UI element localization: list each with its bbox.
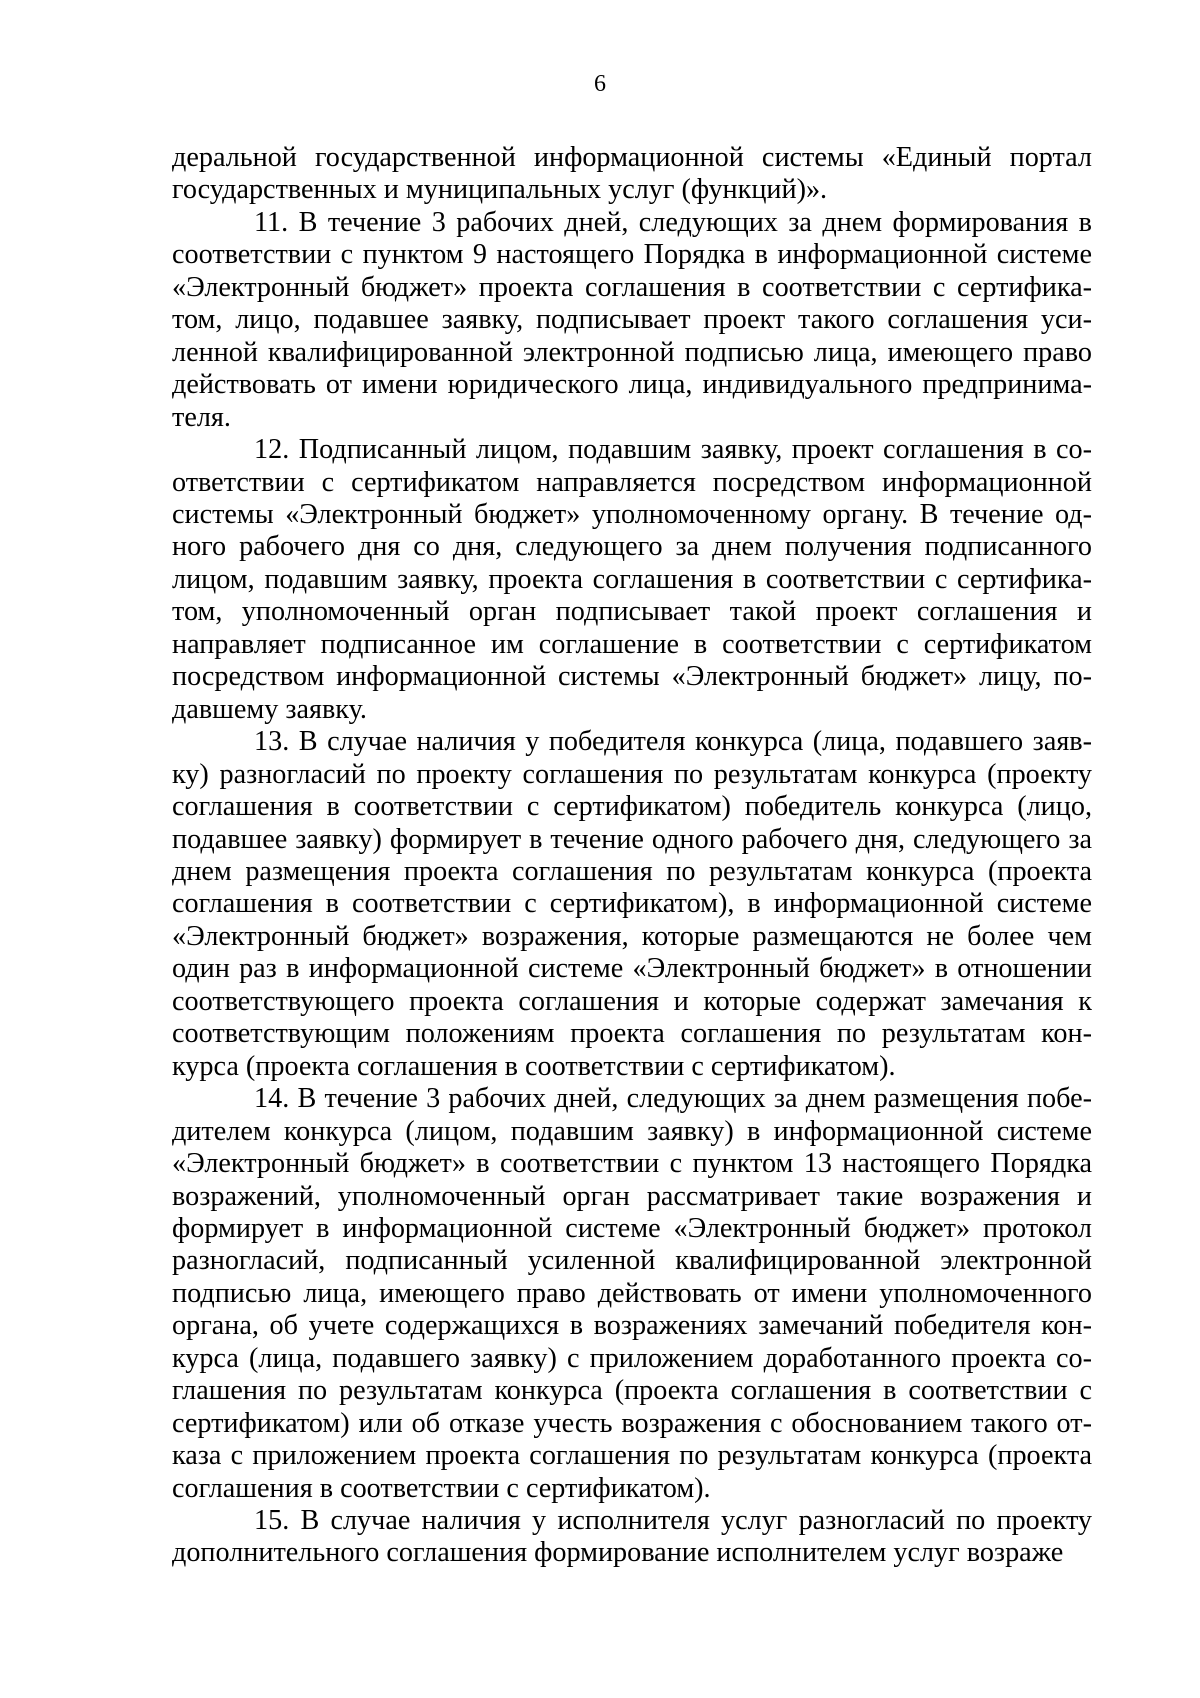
paragraph-15: 15. В случае наличия у исполнителя услуг разногласий по проекту дополнительного соглашения формирование исполнителем услуг возраже — [172, 1505, 1092, 1569]
page-number: 6 — [594, 71, 606, 97]
paragraph-13: 13. В случае наличия у победителя конкурса (лица, подавшего заявку) разногласий по проекту соглашения по результатам конкурса (проекту соглашения в соответствии с сертификатом) победитель конкурса (лицо, подавшее заявку) формирует в течение одного рабочего дня, следующего за днем размещения проекта соглашения по результатам конкурса (проекта соглашения в соответствии с сертификатом), в информационной системе «Электронный бюджет» возражения, которые размещаются не более чем один раз в информационной системе «Электронный бюджет» в отношении соответствующего проекта соглашения и которые содержат замечания к соответствующим положениям проекта соглашения по результатам конкурса (проекта соглашения в соответствии с сертификатом). — [172, 726, 1092, 1082]
paragraph-14: 14. В течение 3 рабочих дней, следующих за днем размещения победителем конкурса (лицом, подавшим заявку) в информационной системе «Электронный бюджет» в соответствии с пунктом 13 настоящего Порядка возражений, уполномоченный орган рассматривает такие возражения и формирует в информационной системе «Электронный бюджет» протокол разногласий, подписанный усиленной квалифицированной электронной подписью лица, имеющего право действовать от имени уполномоченного органа, об учете содержащихся в возражениях замечаний победителя конкурса (лица, подавшего заявку) с приложением доработанного проекта соглашения по результатам конкурса (проекта соглашения в соответствии с сертификатом) или об отказе учесть возражения с обоснованием такого отказа с приложением проекта соглашения по результатам конкурса (проекта соглашения в соответствии с сертификатом). — [172, 1083, 1092, 1504]
document-body — [172, 142, 1092, 1570]
paragraph-11: 11. В течение 3 рабочих дней, следующих за днем формирования в соответствии с пунктом 9 настоящего Порядка в информационной системе «Электронный бюджет» проекта соглашения в соответствии с сертификатом, лицо, подавшее заявку, подписывает проект такого соглашения усиленной квалифицированной электронной подписью лица, имеющего право действовать от имени юридического лица, индивидуального предпринимателя. — [172, 206, 1092, 433]
paragraph-continuation: деральной государственной информационной системы «Единый портал государственных и муниципальных услуг (функций)». — [172, 142, 1092, 206]
paragraph-12: 12. Подписанный лицом, подавшим заявку, проект соглашения в соответствии с сертификатом направляется посредством информационной системы «Электронный бюджет» уполномоченному органу. В течение одного рабочего дня со дня, следующего за днем получения подписанного лицом, подавшим заявку, проекта соглашения в соответствии с сертификатом, уполномоченный орган подписывает такой проект соглашения и направляет подписанное им соглашение в соответствии с сертификатом посредством информационной системы «Электронный бюджет» лицу, подавшему заявку. — [172, 434, 1092, 725]
